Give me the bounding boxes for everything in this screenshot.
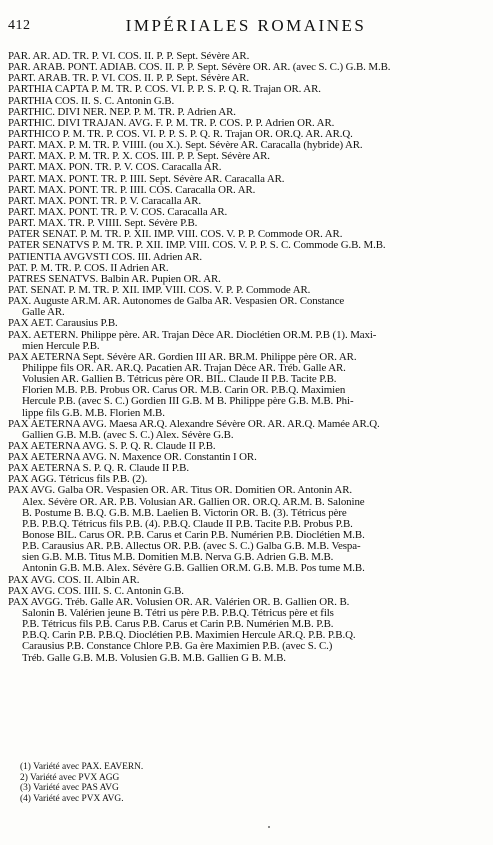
entry-line: PART. MAX. P. M. TR. P. X. COS. III. P. P. Sept. Sévère AR.	[8, 151, 270, 163]
entry-line: PART. MAX. TR. P. VIIII. Sept. Sévère P.B.	[8, 218, 198, 230]
footnote: (4) Variété avec PVX AVG.	[20, 793, 124, 804]
entry-line: PART. MAX. PONT. TR. P. V. Caracalla AR.	[8, 195, 202, 207]
entry-continuation-line: P.B.Q. Carin P.B. P.B.Q. Dioclétien P.B. Maximien Hercule AR.Q. P.B. P.B.Q.	[22, 630, 356, 642]
entry-continuation-line: Bonose BIL. Carus OR. P.B. Carus et Carin P.B. Numérien P.B. Dioclétien M.B.	[22, 530, 365, 542]
entry-line: PART. MAX. PONT. TR. P. IIII. COS. Caracalla OR. AR.	[8, 184, 256, 196]
entry-continuation-line: lippe fils G.B. M.B. Florien M.B.	[22, 407, 165, 419]
entry-continuation-line: Philippe fils OR. AR. AR.Q. Pacatien AR. Trajan Dèce AR. Tréb. Galle AR.	[22, 362, 346, 374]
page-number: 412	[8, 18, 31, 33]
entry-continuation-line: mien Hercule P.B.	[22, 340, 100, 352]
entry-continuation-line: P.B. Carausius AR. P.B. Allectus OR. P.B. (avec S. C.) Galba G.B. M.B. Vespa-	[22, 541, 361, 553]
entry-continuation-line: Carausius P.B. Constance Chlore P.B. Ga ère Maximien P.B. (avec S. C.)	[22, 641, 333, 653]
entry-line: PAX AVG. COS. IIII. S. C. Antonin G.B.	[8, 585, 184, 597]
entry-line: PATER SENATVS P. M. TR. P. XII. IMP. VIII. COS. V. P. P. S. C. Commode G.B. M.B.	[8, 240, 386, 252]
entry-line: PATIENTIA AVGVSTI COS. III. Adrien AR.	[8, 251, 203, 263]
entry-line: PARTHICO P. M. TR. P. COS. VI. P. P. S. P. Q. R. Trajan OR. OR.Q. AR. AR.Q.	[8, 128, 353, 140]
entry-line: PAT. P. M. TR. P. COS. II Adrien AR.	[8, 262, 169, 274]
entry-line: PART. MAX. PONT. TR. P. IIII. Sept. Sévère AR. Caracalla AR.	[8, 173, 285, 185]
entry-continuation-line: P.B. P.B.Q. Tétricus fils P.B. (4). P.B.Q. Claude II P.B. Tacite P.B. Probus P.B.	[22, 518, 353, 530]
entry-line: PAX AVG. COS. II. Albin AR.	[8, 574, 140, 586]
entry-continuation-line: Antonin G.B. M.B. Alex. Sévère G.B. Gallien OR.M. G.B. M.B. Pos tume M.B.	[22, 563, 365, 575]
running-head-title: IMPÉRIALES ROMAINES	[125, 16, 367, 35]
entry-line: PART. MAX. PONT. TR. P. V. COS. Caracalla AR.	[8, 206, 228, 218]
entry-continuation-line: Gallien G.B. M.B. (avec S. C.) Alex. Sévère G.B.	[22, 429, 234, 441]
entry-continuation-line: Galle AR.	[22, 307, 65, 319]
entry-continuation-line: P.B. Tétricus fils P.B. Carus P.B. Carus et Carin P.B. Numérien M.B. P.B.	[22, 619, 334, 631]
entry-line: PAR. ARAB. PONT. ADIAB. COS. II. P. P. Sept. Sévère OR. AR. (avec S. C.) G.B. M.B.	[8, 62, 391, 74]
entry-line: PART. MAX. P. M. TR. P. VIIII. (ou X.). Sept. Sévère AR. Caracalla (hybride) AR.	[8, 140, 363, 152]
entry-line: PAX AETERNA AVG. N. Maxence OR. Constantin I OR.	[8, 452, 257, 464]
entry-continuation-line: Alex. Sévère OR. AR. P.B. Volusian AR. Gallien OR. OR.Q. AR.M. B. Salonine	[22, 496, 365, 508]
entry-line: PART. ARAB. TR. P. VI. COS. II. P. P. Sept. Sévère AR.	[8, 73, 250, 85]
entry-continuation-line: B. Postume B. B.Q. G.B. M.B. Laelien B. Victorin OR. B. (3). Tétricus père	[22, 507, 347, 519]
entry-continuation-line: Hercule P.B. (avec S. C.) Gordien III G.B. M B. Philippe père G.B. M.B. Phi-	[22, 396, 354, 408]
entry-line: PAX AET. Carausius P.B.	[8, 318, 118, 330]
entry-line: PAX AETERNA Sept. Sévère AR. Gordien III AR. BR.M. Philippe père OR. AR.	[8, 351, 357, 363]
entry-line: PAX AVGG. Tréb. Galle AR. Volusien OR. AR. Valérien OR. B. Gallien OR. B.	[8, 596, 350, 608]
entry-list	[8, 51, 486, 664]
entry-line: PARTHIC. DIVI NER. NEP. P. M. TR. P. Adrien AR.	[8, 106, 236, 118]
entry-continuation-line: Salonin B. Valérien jeune B. Tétri us père P.B. P.B.Q. Tétricus père et fils	[22, 608, 334, 620]
entry-line: PARTHIC. DIVI TRAJAN. AVG. F. P. M. TR. P. COS. P. P. Adrien OR. AR.	[8, 117, 335, 129]
entry-line: PAX AGG. Tétricus fils P.B. (2).	[8, 474, 148, 486]
footnotes	[20, 762, 460, 804]
entry-line: PARTHIA CAPTA P. M. TR. P. COS. VI. P. P. S. P. Q. R. Trajan OR. AR.	[8, 84, 321, 96]
entry-line: PAX AETERNA AVG. S. P. Q. R. Claude II P.B.	[8, 440, 216, 452]
entry-line: PATRES SENATVS. Balbin AR. Pupien OR. AR.	[8, 273, 221, 285]
entry-line: PAT. SENAT. P. M. TR. P. XII. IMP. VIII. COS. V. P. P. Commode AR.	[8, 284, 311, 296]
entry-line: PATER SENAT. P. M. TR. P. XII. IMP. VIII. COS. V. P. P. Commode OR. AR.	[8, 229, 343, 241]
entry-continuation-line: Volusien AR. Gallien B. Tétricus père OR. BIL. Claude II P.B. Tacite P.B.	[22, 374, 337, 386]
entry-line: PART. MAX. PON. TR. P. V. COS. Caracalla AR.	[8, 162, 222, 174]
entry-continuation-line: Florien M.B. P.B. Probus OR. Carus OR. M.B. Carin OR. P.B.Q. Maximien	[22, 385, 346, 397]
entry-line: PAX AETERNA S. P. Q. R. Claude II P.B.	[8, 463, 189, 475]
page-speck	[268, 826, 270, 828]
page-header	[8, 16, 484, 38]
entry-continuation-line: Tréb. Galle G.B. M.B. Volusien G.B. M.B. Gallien G B. M.B.	[22, 652, 286, 664]
footnote: (3) Variété avec PAS AVG	[20, 783, 119, 794]
entry-line: PARTHIA COS. II. S. C. Antonin G.B.	[8, 95, 175, 107]
entry-line: PAX. AETERN. Philippe père. AR. Trajan Dèce AR. Dioclétien OR.M. P.B (1). Maxi-	[8, 329, 377, 341]
entry-line: PAR. AR. AD. TR. P. VI. COS. II. P. P. Sept. Sévère AR.	[8, 51, 250, 62]
entry-line: PAX AETERNA AVG. Maesa AR.Q. Alexandre Sévère OR. AR. AR.Q. Mamée AR.Q.	[8, 418, 380, 430]
footnote: 2) Variété avec PVX AGG	[20, 772, 120, 783]
entry-line: PAX. Auguste AR.M. AR. Autonomes de Galba AR. Vespasien OR. Constance	[8, 296, 345, 308]
footnote: (1) Variété avec PAX. EAVERN.	[20, 762, 144, 772]
entry-line: PAX AVG. Galba OR. Vespasien OR. AR. Titus OR. Domitien OR. Antonin AR.	[8, 485, 352, 497]
entry-continuation-line: sien G.B. M.B. Titus M.B. Domitien M.B. Nerva G.B. Adrien G.B. M.B.	[22, 552, 334, 564]
